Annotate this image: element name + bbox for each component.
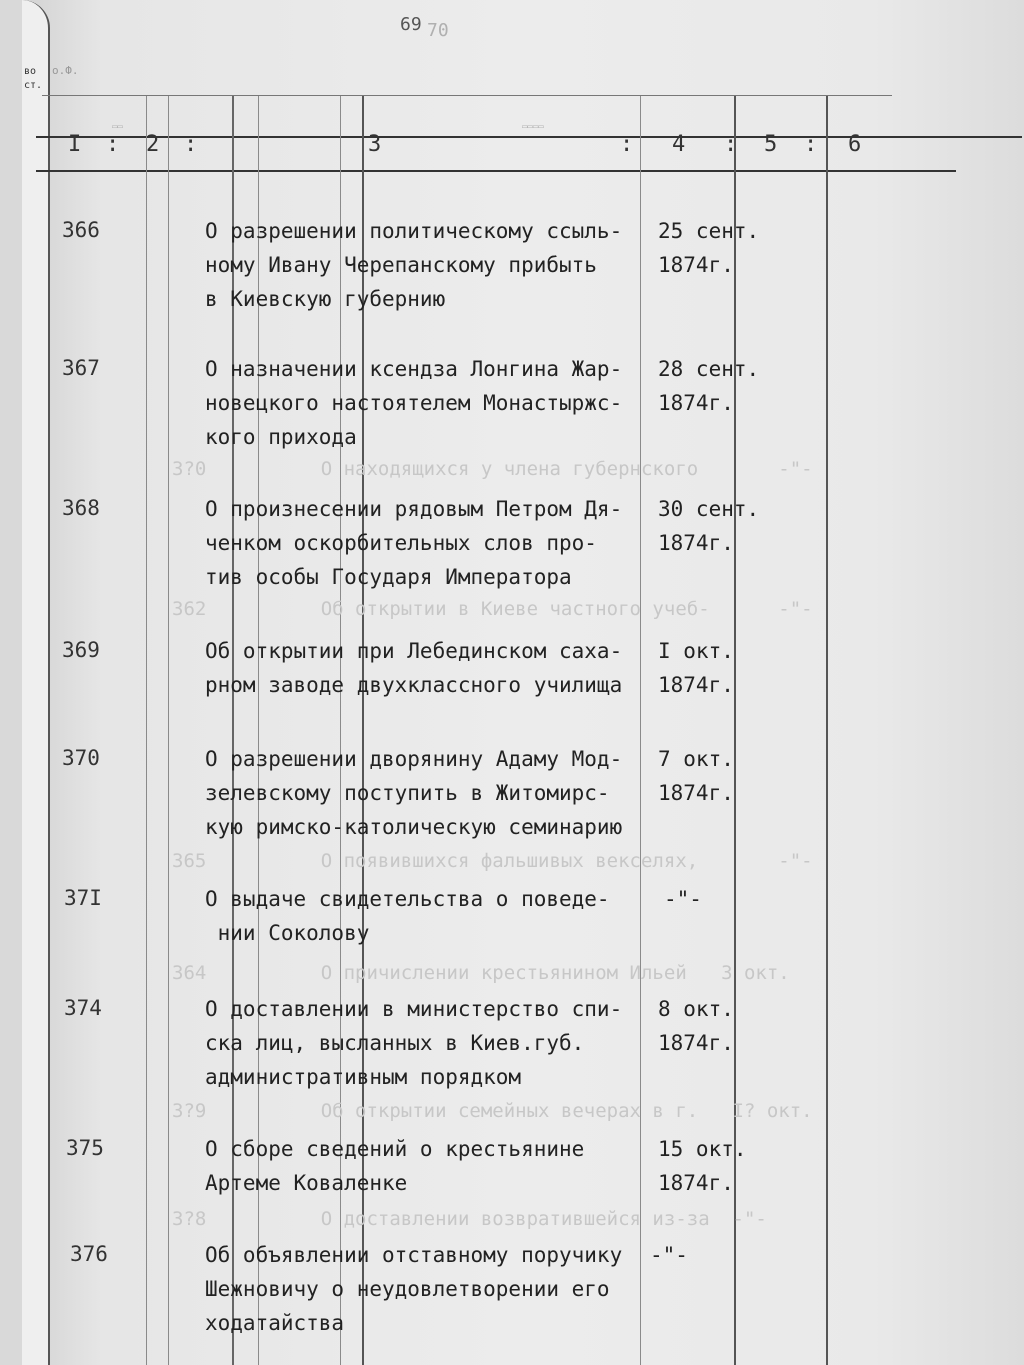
- row-description: О разрешении дворянину Адаму Мод- зелевскому поступить в Житомирс- кую римско-католическую семинарию: [205, 747, 623, 839]
- row-number: 370: [62, 746, 100, 770]
- row-date: I окт. 1874г.: [658, 639, 734, 697]
- col-line-2: [168, 96, 169, 1365]
- header-sep: :: [184, 132, 198, 157]
- row-number: 375: [66, 1136, 104, 1160]
- header-sep: :: [620, 132, 634, 157]
- row-description: О выдаче свидетельства о поведе- нии Соколову: [205, 887, 610, 945]
- adjacent-page-edge: [22, 0, 50, 1365]
- header-sep: :: [724, 132, 738, 157]
- header-col-2: 2: [146, 132, 160, 157]
- row-number: 369: [62, 638, 100, 662]
- row-number: 368: [62, 496, 100, 520]
- page-number: 69: [400, 14, 422, 35]
- row-date: 8 окт. 1874г.: [658, 997, 734, 1055]
- print-through: 364 О причислении крестьянином Ильей 3 окт.: [172, 962, 790, 984]
- row-date: 7 окт. 1874г.: [658, 747, 734, 805]
- corner-mark: о.Ф.: [52, 64, 79, 77]
- print-through: 365 О появившихся фальшивых векселях, -"-: [172, 850, 813, 872]
- faint-header-mark: ▭▭▭▭: [522, 122, 544, 132]
- row-date: 15 окт. 1874г.: [658, 1137, 747, 1195]
- row-number: 367: [62, 356, 100, 380]
- col-line-9: [826, 96, 828, 1365]
- header-col-5: 5: [764, 132, 778, 157]
- edge-text-2: ст.: [24, 80, 43, 91]
- faint-header-mark: ▭▭: [112, 122, 123, 132]
- row-date: 28 сент. 1874г.: [658, 357, 760, 415]
- rule-top: [42, 95, 892, 96]
- print-through: 3?0 О находящихся у члена губернского -"-: [172, 458, 813, 480]
- rule-header-bottom: [36, 170, 956, 172]
- print-through: 362 Об открытии в Киеве частного учеб- -"-: [172, 598, 813, 620]
- row-date: -"-: [650, 1243, 688, 1267]
- header-col-6: 6: [848, 132, 862, 157]
- row-description: О назначении ксендза Лонгина Жар- новецкого настоятелем Монастыржс- кого прихода: [205, 357, 623, 449]
- row-description: О доставлении в министерство спи- ска лиц, высланных в Киев.губ. административным порядком: [205, 997, 623, 1089]
- page-number-faint: 70: [427, 20, 449, 41]
- row-number: 376: [70, 1242, 108, 1266]
- row-date: -"-: [664, 887, 702, 911]
- print-through: 3?9 Об открытии семейных вечерах в г. I? окт.: [172, 1100, 813, 1122]
- row-description: О сборе сведений о крестьянине Артеме Коваленке: [205, 1137, 585, 1195]
- row-number: 366: [62, 218, 100, 242]
- row-number: 37I: [64, 886, 102, 910]
- print-through: 3?8 О доставлении возвратившейся из-за -"-: [172, 1208, 767, 1230]
- row-date: 30 сент. 1874г.: [658, 497, 760, 555]
- header-col-4: 4: [672, 132, 686, 157]
- row-description: Об объявлении отставному поручику Шежновичу о неудовлетворении его ходатайства: [205, 1243, 623, 1335]
- document-sheet: [22, 0, 1024, 1365]
- header-sep: :: [106, 132, 120, 157]
- row-date: 25 сент. 1874г.: [658, 219, 760, 277]
- edge-text-1: во: [24, 66, 37, 77]
- row-description: О произнесении рядовым Петром Дя- ченком оскорбительных слов про- тив особы Государя Императора: [205, 497, 623, 589]
- row-description: Об открытии при Лебединском саха- рном заводе двухклассного училища: [205, 639, 623, 697]
- header-col-1: I: [68, 132, 82, 157]
- row-description: О разрешении политическому ссыль- ному Ивану Черепанскому прибыть в Киевскую губернию: [205, 219, 623, 311]
- row-number: 374: [64, 996, 102, 1020]
- header-sep: :: [804, 132, 818, 157]
- header-col-3: 3: [368, 132, 382, 157]
- col-line-1: [146, 96, 147, 1365]
